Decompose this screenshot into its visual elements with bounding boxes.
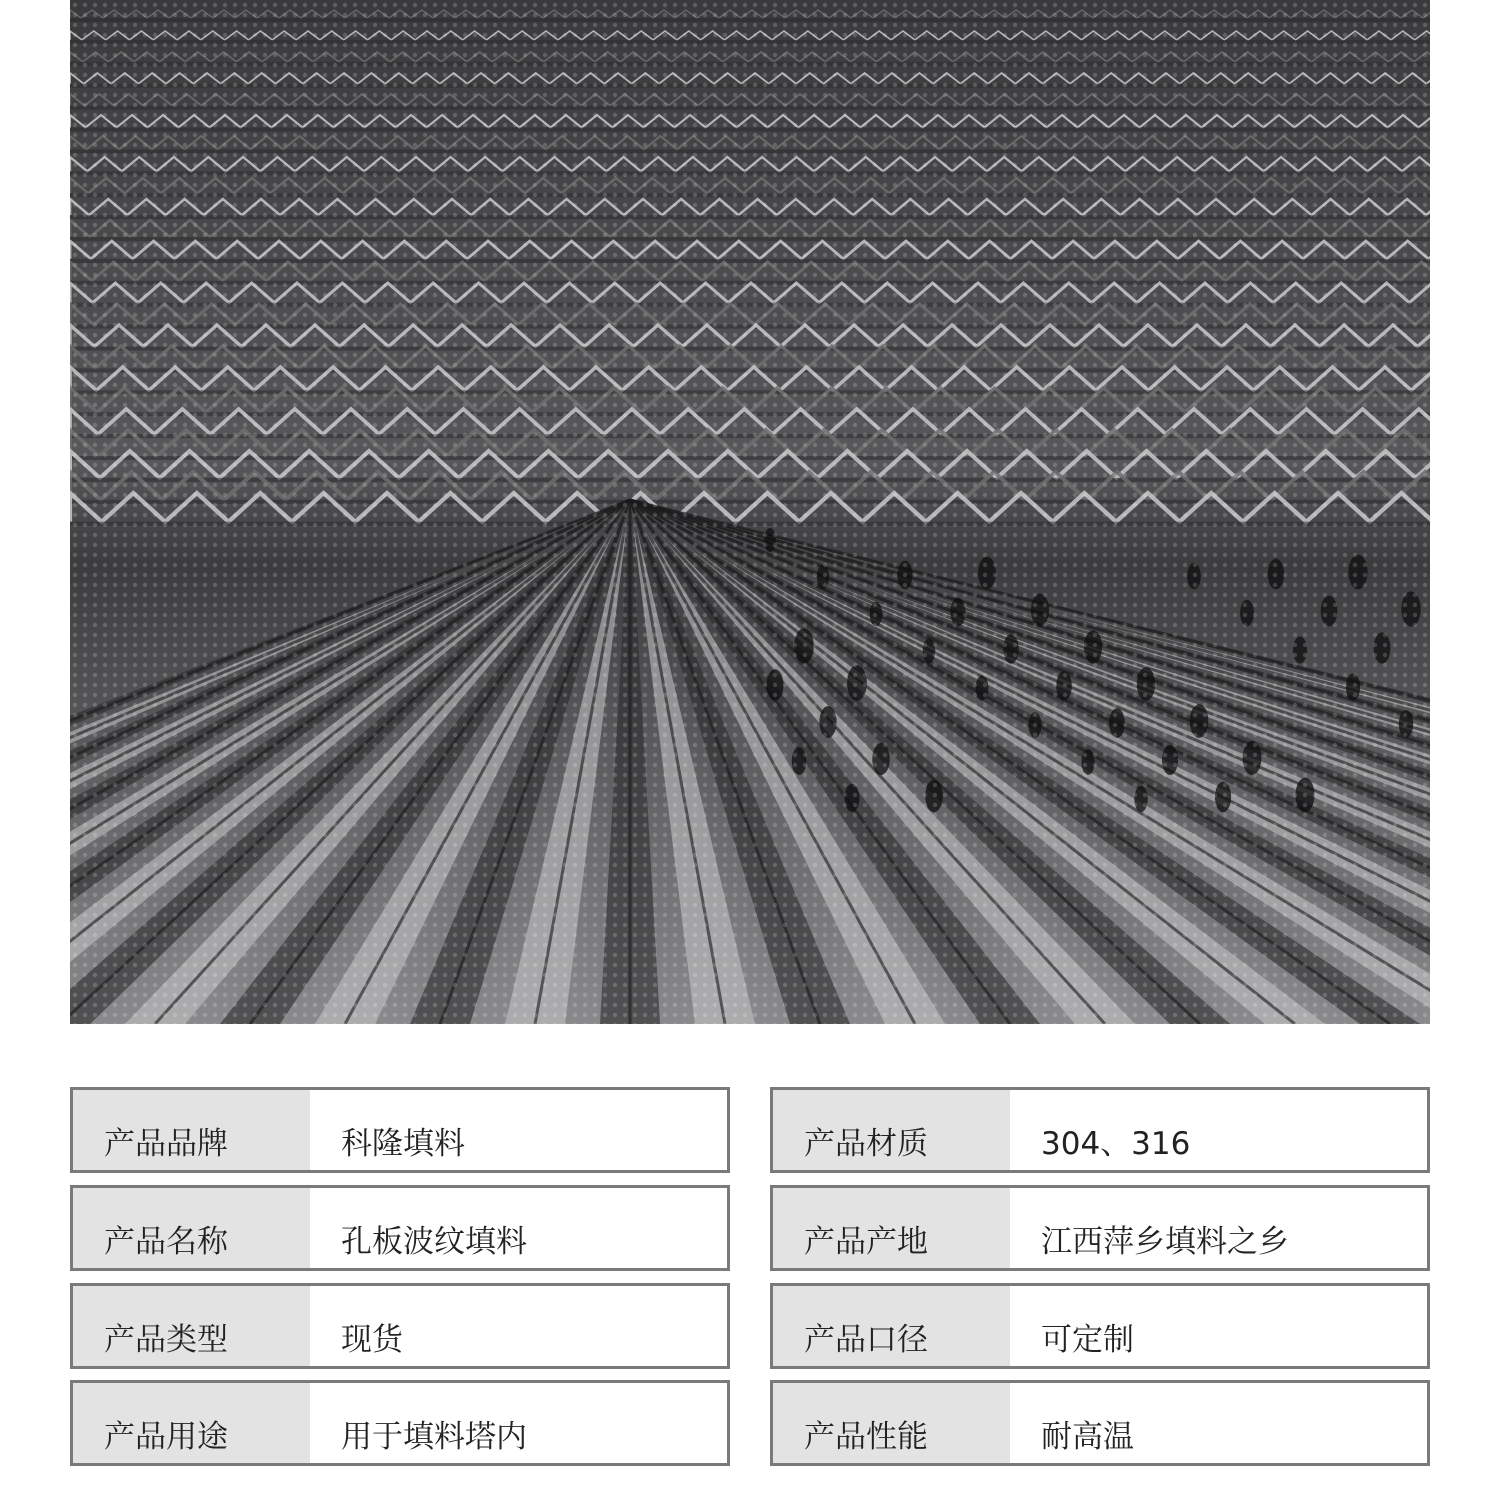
spec-label: 产品性能 (773, 1383, 1010, 1463)
spec-row (70, 1185, 730, 1271)
spec-label: 产品材质 (773, 1090, 1010, 1170)
spec-label: 产品名称 (73, 1188, 310, 1268)
spec-row (770, 1283, 1430, 1369)
spec-row (770, 1087, 1430, 1173)
spec-label: 产品类型 (73, 1286, 310, 1366)
spec-value: 科隆填料 (341, 1126, 465, 1162)
spec-label: 产品品牌 (73, 1090, 310, 1170)
spec-label: 产品用途 (73, 1383, 310, 1463)
spec-row (770, 1380, 1430, 1466)
spec-value: 可定制 (1041, 1322, 1134, 1358)
spec-value: 耐高温 (1041, 1419, 1134, 1455)
spec-value: 江西萍乡填料之乡 (1041, 1224, 1289, 1260)
spec-row (70, 1283, 730, 1369)
spec-value: 用于填料塔内 (341, 1419, 527, 1455)
spec-row (70, 1380, 730, 1466)
spec-value: 孔板波纹填料 (341, 1224, 527, 1260)
spec-label: 产品产地 (773, 1188, 1010, 1268)
spec-label: 产品口径 (773, 1286, 1010, 1366)
spec-value: 304、316 (1041, 1126, 1191, 1162)
spec-row (70, 1087, 730, 1173)
corrugated-packing-image (70, 0, 1430, 1024)
spec-row (770, 1185, 1430, 1271)
spec-value: 现货 (341, 1322, 403, 1358)
spec-table (70, 1087, 1430, 1467)
product-photo (70, 0, 1430, 1024)
